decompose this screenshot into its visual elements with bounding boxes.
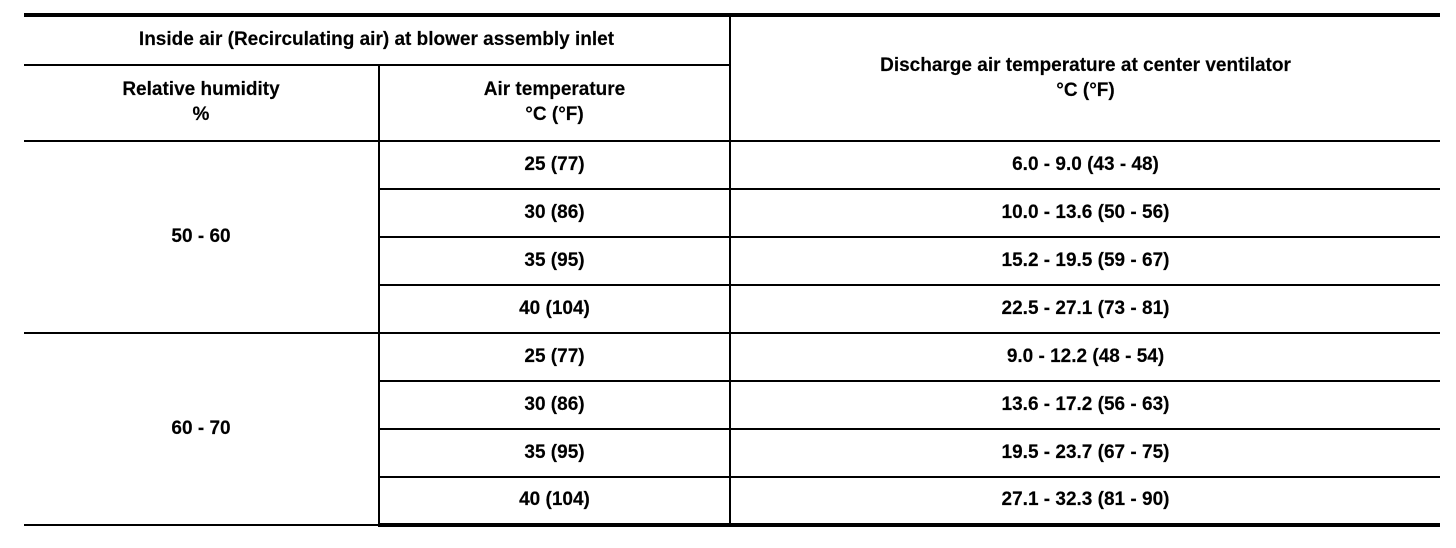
inside-air-group-header: Inside air (Recirculating air) at blower assembly inlet [24,15,730,65]
air-temp-header [379,65,730,141]
humidity-cell: 50 - 60 [24,141,379,333]
discharge-temp-header [730,15,1440,141]
performance-table [24,13,1440,527]
air-temp-cell: 30 (86) [379,381,730,429]
discharge-temp-label: Discharge air temperature at center ventilator [880,54,1291,76]
discharge-cell: 27.1 - 32.3 (81 - 90) [730,477,1440,525]
table-row [24,141,1440,189]
header-row-1 [24,15,1440,65]
discharge-cell: 9.0 - 12.2 (48 - 54) [730,333,1440,381]
air-temp-unit: °C (°F) [525,104,584,125]
discharge-cell: 6.0 - 9.0 (43 - 48) [730,141,1440,189]
discharge-cell: 15.2 - 19.5 (59 - 67) [730,237,1440,285]
humidity-label: Relative humidity [122,79,280,101]
air-temp-cell: 40 (104) [379,285,730,333]
air-temp-cell: 25 (77) [379,141,730,189]
discharge-cell: 22.5 - 27.1 (73 - 81) [730,285,1440,333]
air-temp-cell: 25 (77) [379,333,730,381]
discharge-cell: 19.5 - 23.7 (67 - 75) [730,429,1440,477]
humidity-unit: % [192,104,210,125]
air-temp-label: Air temperature [483,79,626,101]
humidity-cell: 60 - 70 [24,333,379,525]
discharge-temp-unit: °C (°F) [1056,79,1115,101]
air-temp-cell: 35 (95) [379,429,730,477]
air-temp-cell: 30 (86) [379,189,730,237]
discharge-cell: 10.0 - 13.6 (50 - 56) [730,189,1440,237]
air-temp-cell: 40 (104) [379,477,730,525]
humidity-header [24,65,379,141]
table-row [24,333,1440,381]
air-temp-cell: 35 (95) [379,237,730,285]
discharge-cell: 13.6 - 17.2 (56 - 63) [730,381,1440,429]
